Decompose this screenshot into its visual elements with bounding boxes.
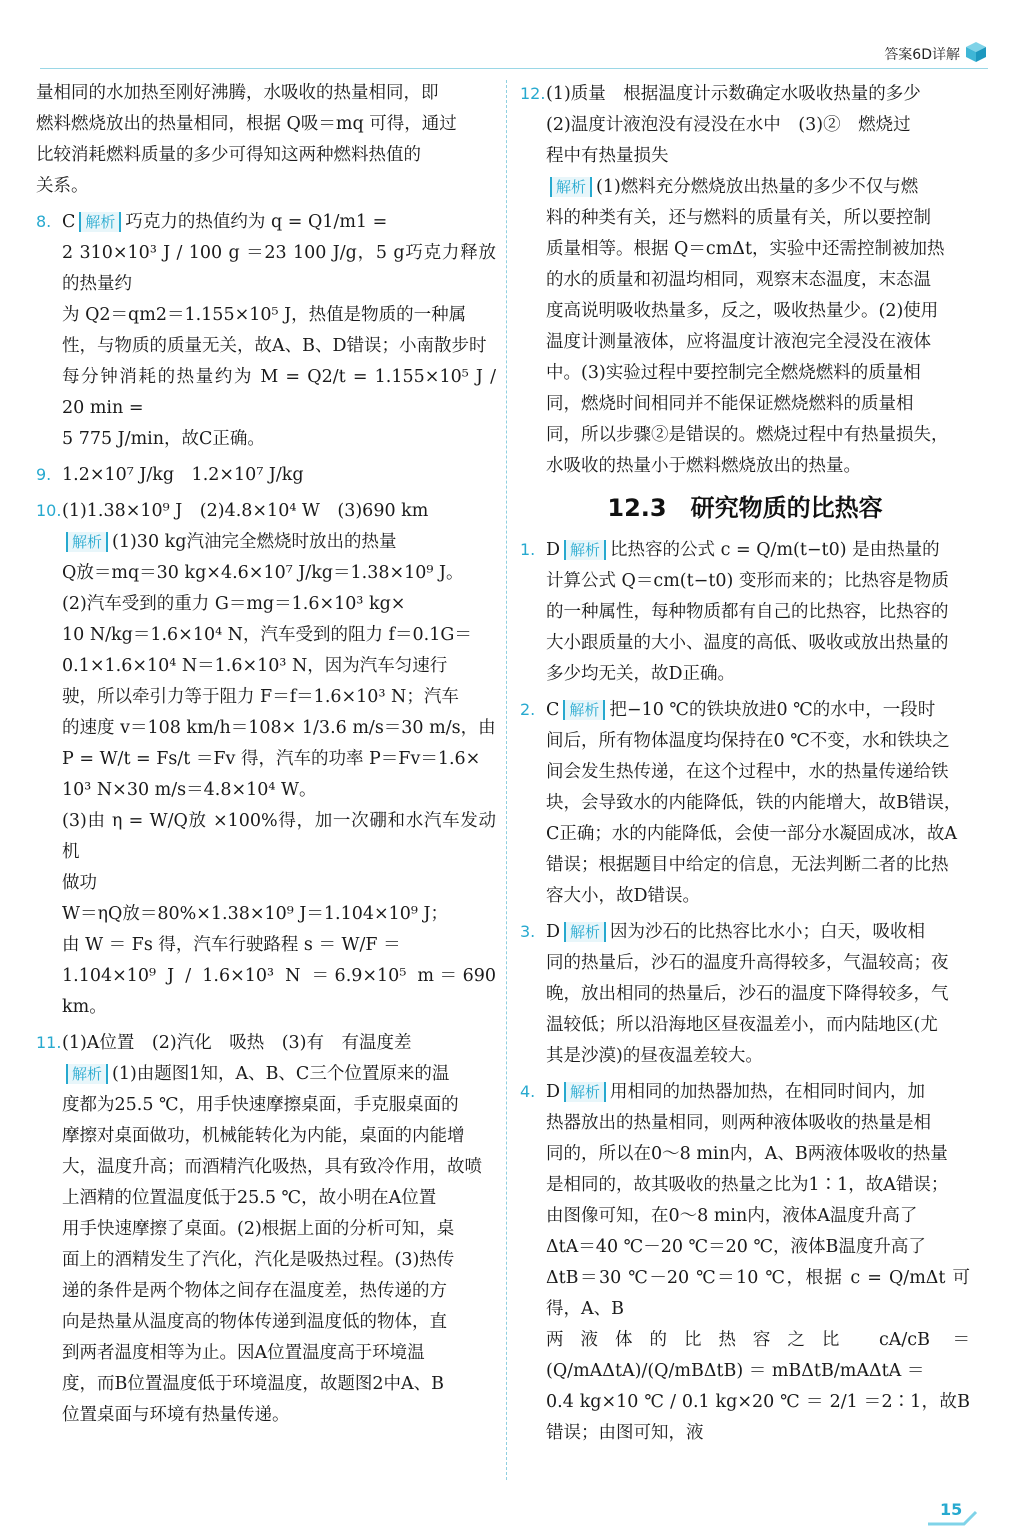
- answer-line: [520, 78, 970, 110]
- explanation-line: 上酒精的位置温度低于25.5 ℃，故小明在A位置: [62, 1188, 437, 1208]
- analysis-tag: 解析: [66, 1064, 108, 1084]
- explanation-line: 块，会导致水的内能降低，铁的内能增大，故B错误，: [546, 793, 962, 813]
- answer-line: [36, 495, 496, 527]
- explanation-text: 因为沙石的比热容比水小；白天，吸收相: [610, 922, 926, 942]
- answer-item: [520, 1076, 970, 1449]
- answer-text: (1)质量 根据温度计示数确定水吸收热量的多少: [546, 84, 921, 104]
- explanation-line: 面上的酒精发生了汽化，汽化是吸热过程。(3)热传: [62, 1250, 455, 1270]
- analysis-tag: 解析: [79, 212, 121, 232]
- analysis-tag: 解析: [564, 922, 606, 942]
- explanation-line: 同的热量后，沙石的温度升高得较多，气温较高；夜: [546, 953, 949, 973]
- answer-line: [520, 916, 970, 948]
- explanation-line: 水吸收的热量小于燃料燃烧放出的热量。: [546, 456, 861, 476]
- explanation-line: 温度计测量液体，应将温度计液泡完全浸没在液体: [546, 332, 931, 352]
- explanation-line: 大小跟质量的大小、温度的高低、吸收或放出热量的: [546, 633, 949, 653]
- explanation-text: 比热容的公式 c = Q/m(t−t0) 是由热量的: [610, 540, 940, 560]
- explanation-line: 是相同的，故其吸收的热量之比为1∶1，故A错误；: [546, 1175, 949, 1195]
- question-number: 2.: [520, 700, 536, 719]
- explanation-line: 两液体的比热容之比 cA/cB ＝ (Q/mAΔtA)/(Q/mBΔtB) ＝ mBΔtB/mAΔtA ＝: [546, 1330, 970, 1381]
- explanation-line: 的一种属性，每种物质都有自己的比热容，比热容的: [546, 602, 949, 622]
- explanation-line: 为 Q2＝qm2＝1.155×10⁵ J，热值是物质的一种属: [62, 305, 467, 325]
- explanation-line: 容大小，故D错误。: [546, 886, 701, 906]
- explanation-line: 程中有热量损失: [546, 146, 669, 166]
- explanation-line: Q放＝mq＝30 kg×4.6×10⁷ J/kg＝1.38×10⁹ J。: [62, 563, 464, 583]
- explanation-text: 巧克力的热值约为 q = Q1/m1 =: [125, 212, 388, 232]
- explanation-line: 摩擦对桌面做功，机械能转化为内能，桌面的内能增: [62, 1126, 465, 1146]
- explanation-line: 其是沙漠)的昼夜温差较大。: [546, 1046, 763, 1066]
- explanation-line: (3)由 η = W/Q放 ×100%得，加一次硼和水汽车发动机: [62, 811, 496, 862]
- explanation-line: [36, 1059, 496, 1090]
- question-number: 3.: [520, 922, 536, 941]
- section-title: 12.3 研究物质的比热容: [607, 494, 883, 522]
- explanation-line: ΔtA＝40 ℃－20 ℃＝20 ℃，液体B温度升高了: [546, 1237, 926, 1257]
- explanation-line: 关系。: [36, 176, 89, 196]
- answer-text: D: [546, 540, 561, 560]
- answer-item: [36, 495, 496, 1023]
- explanation-line: 同，所以步骤②是错误的。燃烧过程中有热量损失，: [546, 425, 949, 445]
- answer-text: 1.2×10⁷ J/kg 1.2×10⁷ J/kg: [62, 465, 304, 485]
- answer-text: C: [62, 212, 76, 232]
- right-column: [520, 78, 970, 1453]
- analysis-tag: 解析: [563, 700, 605, 720]
- answer-item: [36, 459, 496, 491]
- explanation-line: 计算公式 Q＝cm(t−t0) 变形而来的；比热容是物质: [546, 571, 949, 591]
- analysis-tag: 解析: [550, 177, 592, 197]
- explanation-line: 性，与物质的质量无关，故A、B、D错误；小南散步时: [62, 336, 487, 356]
- answer-line: [520, 694, 970, 726]
- explanation-line: 10 N/kg＝1.6×10⁴ N，汽车受到的阻力 f＝0.1G＝: [62, 625, 472, 645]
- explanation-line: 1.104×10⁹ J / 1.6×10³ N ＝6.9×10⁵ m＝690 km。: [62, 966, 496, 1017]
- explanation-text: (1)燃料充分燃烧放出热量的多少不仅与燃: [596, 177, 919, 197]
- explanation-line: 大，温度升高；而酒精汽化吸热，具有致冷作用，故喷: [62, 1157, 482, 1177]
- explanation-line: 位置桌面与环境有热量传递。: [62, 1405, 290, 1425]
- explanation-text: (1)30 kg汽油完全燃烧时放出的热量: [112, 532, 397, 552]
- explanation-line: 递的条件是两个物体之间存在温度差，热传递的方: [62, 1281, 447, 1301]
- explanation-line: 热器放出的热量相同，则两种液体吸收的热量是相: [546, 1113, 931, 1133]
- answer-text: D: [546, 1082, 561, 1102]
- explanation-line: 由 W ＝ Fs 得，汽车行驶路程 s ＝ W/F ＝: [62, 935, 401, 955]
- question-number: 10.: [36, 501, 62, 520]
- explanation-line: 温较低；所以沿海地区昼夜温差小，而内陆地区(尤: [546, 1015, 938, 1035]
- answer-text: (1)1.38×10⁹ J (2)4.8×10⁴ W (3)690 km: [62, 501, 429, 521]
- explanation-line: C正确；水的内能降低，会使一部分水凝固成冰，故A: [546, 824, 958, 844]
- explanation-text: 把−10 ℃的铁块放进0 ℃的水中，一段时: [609, 700, 936, 720]
- explanation-line: 5 775 J/min，故C正确。: [62, 429, 265, 449]
- explanation-line: 由图像可知，在0～8 min内，液体A温度升高了: [546, 1206, 918, 1226]
- explanation-line: 度都为25.5 ℃，用手快速摩擦桌面，手克服桌面的: [62, 1095, 459, 1115]
- explanation-line: 料的种类有关，还与燃料的质量有关，所以要控制: [546, 208, 931, 228]
- explanation-line: 比较消耗燃料质量的多少可得知这两种燃料热值的: [36, 145, 421, 165]
- question-number: 9.: [36, 465, 52, 484]
- explanation-line: 同的，所以在0～8 min内，A、B两液体吸收的热量: [546, 1144, 948, 1164]
- explanation-line: 的速度 v＝108 km/h＝108× 1/3.6 m/s＝30 m/s，由: [62, 718, 496, 738]
- explanation-line: 燃料燃烧放出的热量相同，根据 Q吸＝mq 可得，通过: [36, 114, 457, 134]
- explanation-line: 间后，所有物体温度均保持在0 ℃不变，水和铁块之: [546, 731, 950, 751]
- explanation-line: [520, 172, 970, 203]
- left-column: [36, 78, 496, 1435]
- explanation-text: 用相同的加热器加热，在相同时间内，加: [610, 1082, 926, 1102]
- question-number: 4.: [520, 1082, 536, 1101]
- answer-line: [520, 534, 970, 566]
- explanation-line: 度高说明吸收热量多，反之，吸收热量少。(2)使用: [546, 301, 939, 321]
- explanation-line: 0.1×1.6×10⁴ N＝1.6×10³ N，因为汽车匀速行: [62, 656, 448, 676]
- column-divider: [506, 80, 507, 1480]
- answer-line: [36, 459, 496, 491]
- explanation-line: 晚，放出相同的热量后，沙石的温度下降得较多，气: [546, 984, 949, 1004]
- answer-item: [36, 206, 496, 455]
- explanation-line: 同，燃烧时间相同并不能保证燃烧燃料的质量相: [546, 394, 914, 414]
- header-label: 答案6D详解: [884, 47, 960, 63]
- question-number: 1.: [520, 540, 536, 559]
- question-number: 8.: [36, 212, 52, 231]
- explanation-line: 到两者温度相等为止。因A位置温度高于环境温: [62, 1343, 425, 1363]
- explanation-line: 度，而B位置温度低于环境温度，故题图2中A、B: [62, 1374, 444, 1394]
- explanation-line: 驶，所以牵引力等于阻力 F＝f＝1.6×10³ N；汽车: [62, 687, 459, 707]
- explanation-line: 的水的质量和初温均相同，观察末态温度，末态温: [546, 270, 931, 290]
- answer-item: [520, 78, 970, 482]
- answer-line: [36, 1027, 496, 1059]
- explanation-text: (1)由题图1知，A、B、C三个位置原来的温: [112, 1064, 450, 1084]
- cube-icon: [964, 40, 988, 64]
- explanation-line: 做功: [62, 873, 97, 893]
- analysis-tag: 解析: [564, 540, 606, 560]
- explanation-line: ΔtB＝30 ℃－20 ℃＝10 ℃，根据 c = Q/mΔt 可得，A、B: [546, 1268, 970, 1319]
- explanation-line: 每分钟消耗的热量约为 M = Q2/t = 1.155×10⁵ J / 20 min =: [62, 367, 496, 418]
- analysis-tag: 解析: [66, 532, 108, 552]
- question-number: 12.: [520, 84, 546, 103]
- explanation-line: 2 310×10³ J / 100 g ＝23 100 J/g，5 g巧克力释放的热量约: [62, 243, 496, 294]
- explanation-line: 多少均无关，故D正确。: [546, 664, 736, 684]
- answer-line: [36, 206, 496, 238]
- page-number: 15: [940, 1500, 963, 1519]
- explanation-line: 间会发生热传递，在这个过程中，水的热量传递给铁: [546, 762, 949, 782]
- answer-item: [520, 534, 970, 690]
- answer-text: C: [546, 700, 560, 720]
- explanation-line: (2)温度计液泡没有浸没在水中 (3)② 燃烧过: [546, 115, 911, 135]
- explanation-line: 用手快速摩擦了桌面。(2)根据上面的分析可知，桌: [62, 1219, 455, 1239]
- explanation-line: 向是热量从温度高的物体传递到温度低的物体，直: [62, 1312, 447, 1332]
- analysis-tag: 解析: [564, 1082, 606, 1102]
- answer-item: [520, 916, 970, 1072]
- answer-line: [520, 1076, 970, 1108]
- explanation-line: 质量相等。根据 Q＝cmΔt，实验中还需控制被加热: [546, 239, 945, 259]
- page-header: [40, 38, 988, 69]
- explanation-line: 中。(3)实验过程中要控制完全燃烧燃料的质量相: [546, 363, 921, 383]
- answer-text: (1)A位置 (2)汽化 吸热 (3)有 有温度差: [62, 1033, 412, 1053]
- question-number: 11.: [36, 1033, 62, 1052]
- explanation-line: 0.4 kg×10 ℃ / 0.1 kg×20 ℃ ＝ 2/1 ＝2∶1，故B错误；由图可知，液: [546, 1392, 970, 1443]
- explanation-line: (2)汽车受到的重力 G＝mg＝1.6×10³ kg×: [62, 594, 406, 614]
- explanation-line: P = W/t = Fs/t ＝Fv 得，汽车的功率 P＝Fv＝1.6×: [62, 749, 481, 769]
- answer-text: D: [546, 922, 561, 942]
- answer-item: [36, 78, 496, 202]
- answer-item: [36, 1027, 496, 1431]
- answer-item: [520, 694, 970, 912]
- explanation-line: 错误；根据题目中给定的信息，无法判断二者的比热: [546, 855, 949, 875]
- explanation-line: 10³ N×30 m/s＝4.8×10⁴ W。: [62, 780, 317, 800]
- explanation-line: [36, 527, 496, 558]
- explanation-line: 量相同的水加热至刚好沸腾，水吸收的热量相同，即: [36, 83, 439, 103]
- explanation-line: W＝ηQ放＝80%×1.38×10⁹ J＝1.104×10⁹ J；: [62, 904, 448, 924]
